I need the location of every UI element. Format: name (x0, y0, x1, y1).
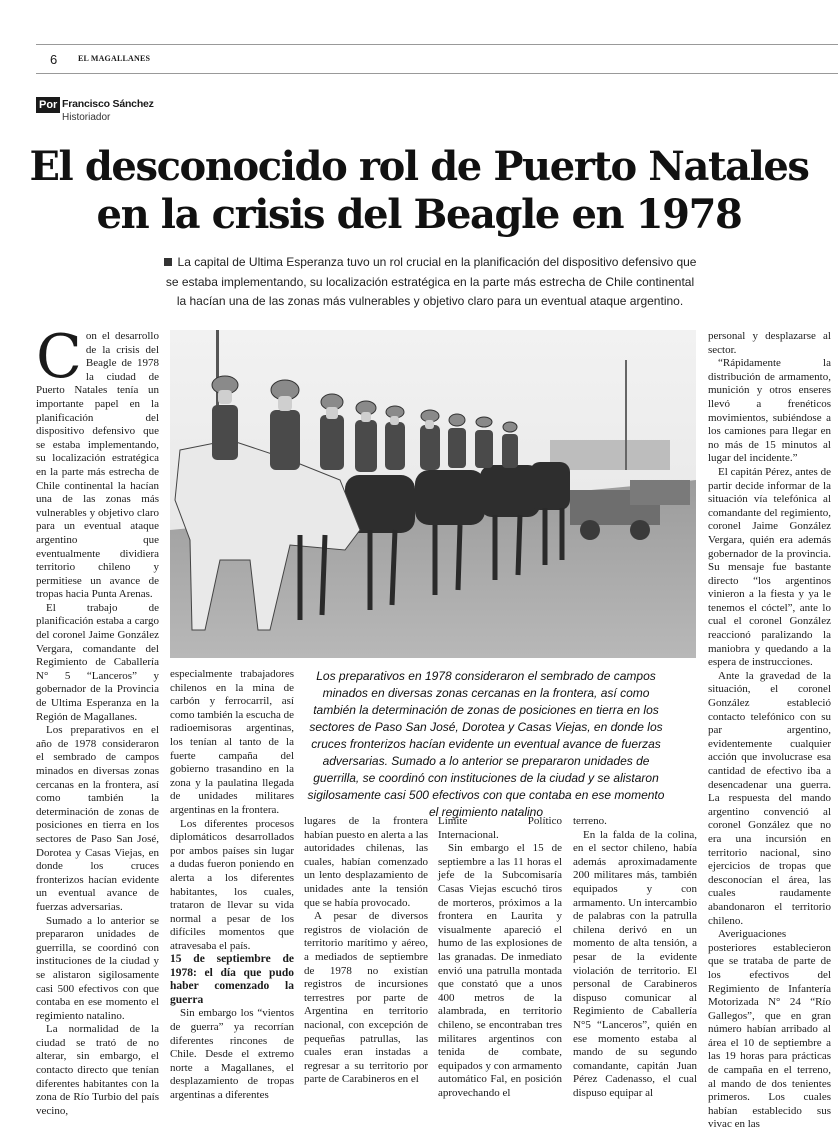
article-column-2 (170, 668, 294, 1103)
article-paragraph: personal y desplazarse al sector. (708, 330, 831, 356)
article-paragraph: Sin embargo el 15 de septiembre a las 11 horas el jefe de la Subcomisaría Casas Viejas escuchó tiros de morteros, próximos a la frontera en Laurita y visualmente apareció el humo de las explosiones de las granadas. De inmediato envió una patrulla montada que constató que a unos 400 metros de la alambrada, en territorio chileno, se encontraban tres militares argentinos con tenida de combate, equipados y con armamento automático Fal, en posición aprovechando el (438, 842, 562, 1099)
byline-prefix: Por (36, 97, 60, 113)
article-paragraph: A pesar de diversos registros de violación de territorio marítimo y aéreo, a mediados de septiembre de 1978 no existían registros de incursiones terrestres por parte de Argentina en territorio nacional, con excepción de pequeñas patrullas, las cuales eran instadas a regresar a su territorio por parte de Carabineros en el (304, 910, 428, 1086)
article-column-6 (708, 330, 831, 1132)
article-paragraph: Con el desarrollo de la crisis del Beagle de 1978 la ciudad de Puerto Natales tenía un importante papel en la planificación del dispositivo defensivo que se estaba implementando, su localización estratégica en la parte más estrecha de Chile continental la hacían una de las zonas más vulnerables y objetivo claro para un eventual ataque argentino que eventualmente dividiera territorio chileno y permitiese un avance de tropas hacia Punta Arenas. (36, 322, 159, 601)
article-paragraph: Sin embargo los “vientos de guerra” ya recorrían diferentes rincones de Chile. Desde el extremo norte a Magallanes, el desplazamiento de tropas argentinas a diferentes (170, 1007, 294, 1102)
byline-author: Francisco Sánchez (62, 98, 154, 110)
article-paragraph: terreno. (573, 815, 607, 827)
page-number: 6 (50, 52, 58, 67)
article-paragraph: En la falda de la colina, en el sector chileno, había además aproximadamente 200 militares más, también equipados y con armamento. Un intercambio de palabras con la patrulla chilena derivó en un momento de alta tensión, a pesar de la evidente violación de territorio. El personal de Carabineros dispuso comunicar al Regimiento de Caballería N°5 “Lanceros”, quién en ese momento estaba al mando de su segundo comandante, capitán Juan Pérez Cadenasso, el cual dispuso equipar al (573, 828, 697, 1099)
headline-line-2: en la crisis del Beagle en 1978 (96, 191, 742, 238)
article-paragraph: lugares de la frontera habían puesto en alerta a las autoridades chilenas, las cuales, habían comenzado un lento desplazamiento de unidades ante la tensión que se había provocado. (304, 815, 428, 909)
article-paragraph: El trabajo de planificación estaba a cargo del coronel Jaime González Vergara, comandante del Regimiento de Caballería N° 5 “Lanceros” y gobernador de la Provincia de Ultima Esperanza en la Región de Magallanes. (36, 601, 159, 723)
article-paragraph: Ante la gravedad de la situación, el coronel González estableció contacto telefónico con su par argentino, evidentemente cualquier acción que involucrase esa cantidad de efectivo iba a desencadenar una guerra. La respuesta del mando argentino convenció al coronel González que no era una incursión en territorio nacional, sino ejercicios de tropas que desconocían el área, las cuales raudamente abandonaron el territorio chileno. (708, 669, 831, 927)
article-paragraph: “Rápidamente la distribución de armamento, munición y otros enseres llevó a frenéticos movimientos, subiéndose a los camiones para llegar en no más de 15 minutos al lugar del incidente.” (708, 357, 831, 465)
photo-soldiers-on-horseback (170, 330, 696, 658)
article-column-1 (36, 322, 159, 1118)
header-rule-top (36, 44, 838, 45)
photo-caption: Los preparativos en 1978 consideraron el sembrado de campos minados en diversas zonas cercanas en la frontera, así como también la determinación de zonas de posiciones en tierra en los sectores de Paso San José, Dorotea y Casas Viejas, en donde los cruces fronterizos hacían evidente un eventual avance de fuerzas adversarias. Sumado a lo anterior se prepararon unidades de guerrilla, se coordinó con instituciones de la ciudad y se alistaron sigilosamente casi 500 efectivos con que contaba en ese momento el regimiento natalino (307, 669, 665, 819)
section-subheading: 15 de septiembre de 1978: el día que pudo haber comenzado la guerra (170, 953, 294, 1006)
byline-role: Historiador (62, 112, 111, 123)
article-paragraph: Los preparativos en el año de 1978 consideraron el sembrado de campos minados en diversas zonas cercanas en la frontera, así como también la determinación de zonas de posiciones en tierra en los sectores de Paso San José, Dorotea y Casas Viejas, en donde los cruces fronterizos hacían evidente un eventual avance de fuerzas adversarias. (36, 724, 159, 913)
drop-cap: C (36, 322, 82, 392)
article-column-4 (438, 815, 562, 1100)
headline (0, 143, 838, 239)
article-paragraph: Sumado a lo anterior se prepararon unidades de guerrilla, se coordinó con instituciones de la ciudad y se alistaron sigilosamente casi 500 efectivos con que contaba en ese momento el regimiento natalino. (36, 914, 159, 1022)
article-paragraph: El capitán Pérez, antes de partir decide informar de la situación vía telefónica al comandante del regimiento, coronel Jaime González Vergara, quién era además gobernador de la provincia. Su mensaje fue bastante directo “los argentinos vinieron a la fiesta y ya le tenemos el cóctel”, ante lo cual el coronel González reaccionó paralizando la maniobra y quedando a la espera de instrucciones. (708, 465, 831, 669)
masthead: EL MAGALLANES (78, 54, 151, 63)
photo-illustration (170, 330, 696, 658)
article-paragraph: Averiguaciones posteriores establecieron que se trataba de parte de los efectivos del Regimiento de Infantería Motorizada N° 24 “Río Gallegos”, que en gran número habían arribado al área el 10 de septiembre a las 19 horas para prácticas de campaña en el terreno, al mando de dos tenientes primeros. Los cuales habían establecido sus vivac en las (708, 928, 831, 1131)
article-paragraph: Los diferentes procesos diplomáticos desarrollados por ambos países sin lugar a dudas fueron poniendo en alerta a los diferentes habitantes, los cuales, trataron de llevar su vida normal a pesar de los difíciles momentos que atravesaba el país. (170, 817, 294, 952)
headline-line-1: El desconocido rol de Puerto Natales (29, 143, 809, 190)
article-column-5 (573, 815, 697, 1100)
header-rule-bottom (36, 73, 838, 74)
deck-square-icon (164, 258, 172, 266)
article-paragraph: Límite Político Internacional. (438, 815, 562, 841)
article-column-3 (304, 815, 428, 1087)
article-paragraph: La normalidad de la ciudad se trató de no alterar, sin embargo, el contacto directo que tenían diferentes habitantes con la zona de Río Turbio del país vecino, (36, 1023, 159, 1117)
deck (160, 253, 700, 312)
article-paragraph: especialmente trabajadores chilenos en la mina de carbón y ferrocarril, así como también la escucha de radioemisoras argentinas, los tenían al tanto de la fuerte campaña del gobierno trasandino en la zona y la paulatina llegada de unidades militares argentinas en la frontera. (170, 668, 295, 816)
deck-text: La capital de Ultima Esperanza tuvo un rol crucial en la planificación del dispositivo defensivo que se estaba implementando, su localización estratégica en la parte más estrecha de Chile continental la hacían una de las zonas más vulnerables y objetivo claro para un eventual ataque argentino. (165, 255, 697, 308)
